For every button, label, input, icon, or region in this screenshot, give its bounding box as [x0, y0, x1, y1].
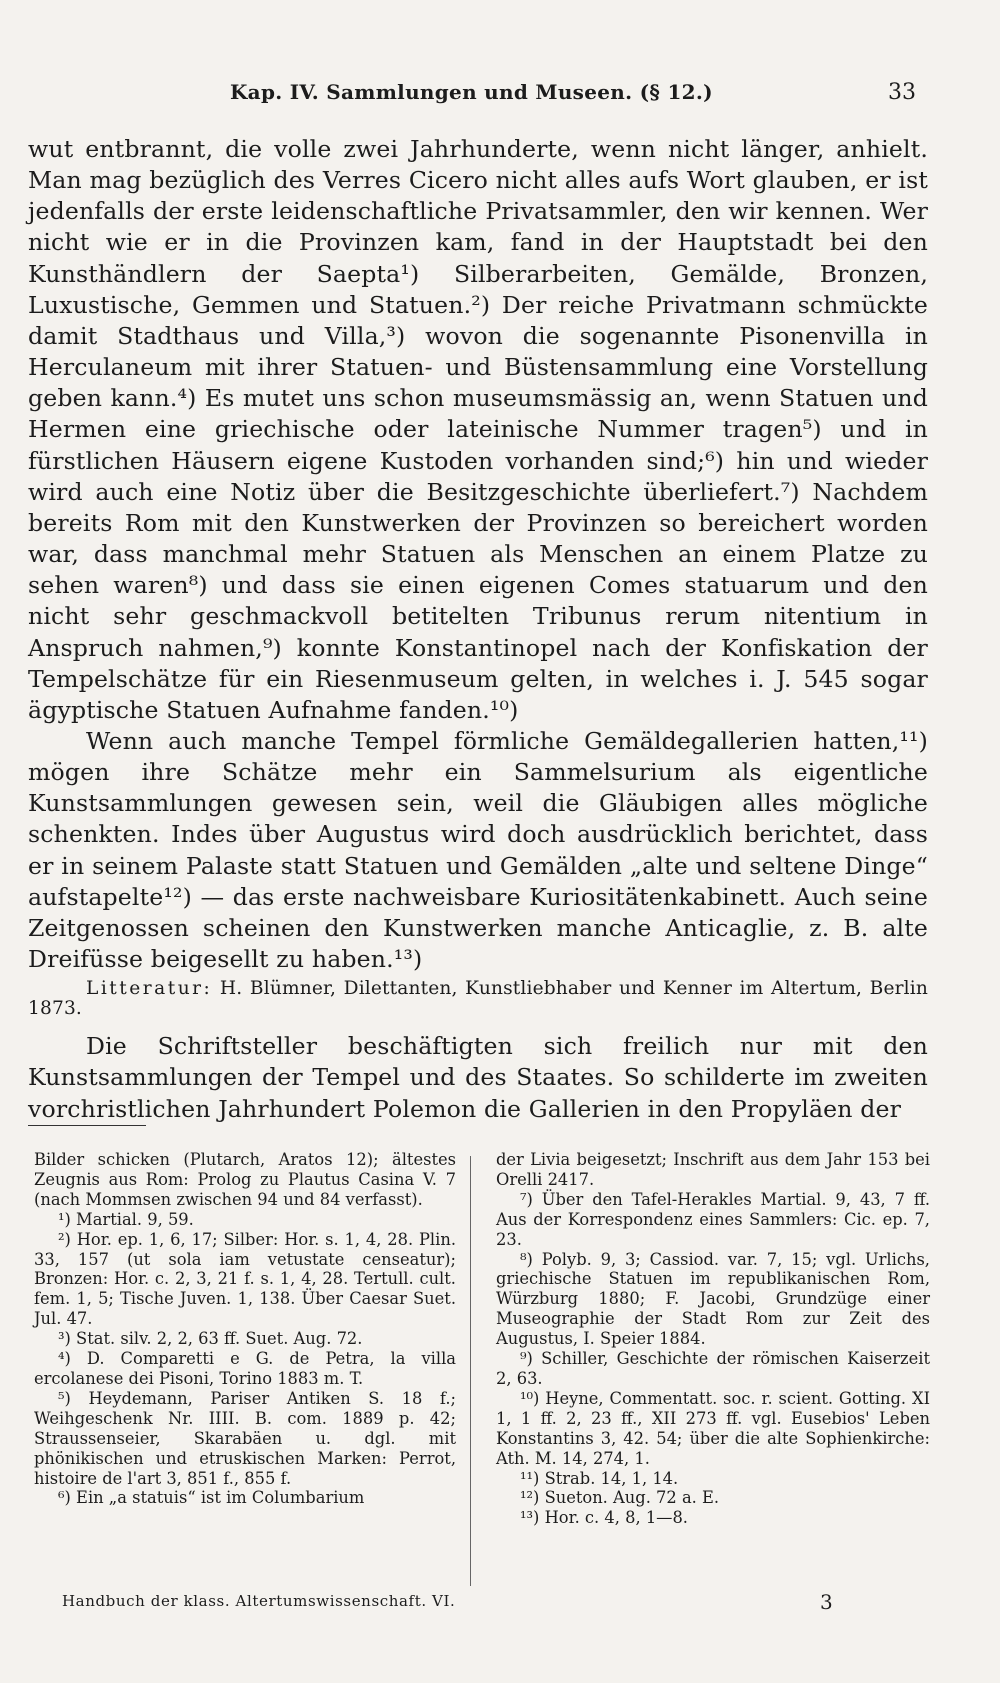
footnote: ¹⁰) Heyne, Commentatt. soc. r. scient. Gotting. XI 1, 1 ff. 2, 23 ff., XII 273 ff. vgl. Eusebios' Leben Konstantins 3, 42. 54; über die alte Sophienkirche: Ath. M. 14, 274, 1. [496, 1388, 930, 1468]
footnotes-left-column [34, 1150, 456, 1508]
paragraph: Wenn auch manche Tempel förmliche Gemäldegallerien hatten,¹¹) mögen ihre Schätze mehr ein Sammelsurium als eigentliche Kunstsammlungen gewesen sein, weil die Gläubigen alles mögliche schenkten. Indes über Augustus wird doch ausdrücklich berichtet, dass er in seinem Palaste statt Statuen und Gemälden „alte und seltene Dinge“ aufstapelte¹²) — das erste nachweisbare Kuriositätenkabinett. Auch seine Zeitgenossen scheinen den Kunstwerken manche Anticaglie, z. B. alte Dreifüsse beigesellt zu haben.¹³) [28, 726, 928, 974]
series-footer: Handbuch der klass. Altertumswissenschaft. VI. [62, 1592, 456, 1610]
literature-note [28, 979, 928, 1019]
footnote: ¹²) Sueton. Aug. 72 a. E. [520, 1488, 720, 1508]
literature-text: H. Blümner, Dilettanten, Kunstliebhaber und Kenner im Altertum, Berlin 1873. [28, 978, 928, 1020]
footnote: der Livia beigesetzt; Inschrift aus dem Jahr 153 bei Orelli 2417. [496, 1150, 930, 1189]
footnote: ²) Hor. ep. 1, 6, 17; Silber: Hor. s. 1, 4, 28. Plin. 33, 157 (ut sola iam vetustate censeatur); Bronzen: Hor. c. 2, 3, 21 f. s. 1, 4, 28. Tertull. cult. fem. 1, 5; Tische Juven. 1, 138. Über Caesar Suet. Jul. 47. [34, 1229, 456, 1329]
paragraph: Die Schriftsteller beschäftigten sich freilich nur mit den Kunstsammlungen der Tempel und des Staates. So schilderte im zweiten vorchristlichen Jahrhundert Polemon die Gallerien in den Propyläen der [28, 1032, 928, 1123]
footnote: ⁷) Über den Tafel-Herakles Martial. 9, 43, 7 ff. Aus der Korrespondenz eines Sammlers: Cic. ep. 7, 23. [496, 1189, 930, 1249]
footnote: Bilder schicken (Plutarch, Aratos 12); ältestes Zeugnis aus Rom: Prolog zu Plautus Casina V. 7 (nach Mommsen zwischen 94 und 84 verfasst). [34, 1150, 456, 1209]
main-text [28, 134, 928, 1125]
literature-lead: Litteratur: [86, 978, 213, 1000]
footnote: ¹) Martial. 9, 59. [58, 1209, 194, 1229]
page-number: 33 [888, 80, 916, 105]
signature-mark: 3 [820, 1590, 833, 1614]
footnote: ¹¹) Strab. 14, 1, 14. [520, 1468, 679, 1488]
footnote: ⁴) D. Comparetti e G. de Petra, la villa ercolanese dei Pisoni, Torino 1883 m. T. [34, 1349, 456, 1388]
footnotes-right-column [496, 1150, 930, 1528]
footnote: ⁹) Schiller, Geschichte der römischen Kaiserzeit 2, 63. [496, 1349, 930, 1388]
footnote: ³) Stat. silv. 2, 2, 63 ff. Suet. Aug. 72. [58, 1329, 363, 1349]
footnote: ⁶) Ein „a statuis“ ist im Columbarium [58, 1488, 365, 1508]
running-head [230, 80, 930, 110]
footnote: ⁸) Polyb. 9, 3; Cassiod. var. 7, 15; vgl. Urlichs, griechische Statuen im republikanischen Rom, Würzburg 1880; F. Jacobi, Grundzüge einer Museographie der Stadt Rom zur Zeit des Augustus, I. Speier 1884. [496, 1249, 930, 1349]
paragraph: wut entbrannt, die volle zwei Jahrhunderte, wenn nicht länger, anhielt. Man mag bezüglich des Verres Cicero nicht alles aufs Wort glauben, er ist jedenfalls der erste leidenschaftliche Privatsammler, den wir kennen. Wer nicht wie er in die Provinzen kam, fand in der Hauptstadt bei den Kunsthändlern der Saepta¹) Silberarbeiten, Gemälde, Bronzen, Luxustische, Gemmen und Statuen.²) Der reiche Privatmann schmückte damit Stadthaus und Villa,³) wovon die sogenannte Pisonenvilla in Herculaneum mit ihrer Statuen- und Büstensammlung eine Vorstellung geben kann.⁴) Es mutet uns schon museumsmässig an, wenn Statuen und Hermen eine griechische oder lateinische Nummer tragen⁵) und in fürstlichen Häusern eigene Kustoden vorhanden sind;⁶) hin und wieder wird auch eine Notiz über die Besitzgeschichte überliefert.⁷) Nachdem bereits Rom mit den Kunstwerken der Provinzen so bereichert worden war, dass manchmal mehr Statuen als Menschen an einem Platze zu sehen waren⁸) und dass sie einen eigenen Comes statuarum und den nicht sehr geschmackvoll betitelten Tribunus rerum nitentium in Anspruch nahmen,⁹) konnte Konstantinopel nach der Konfiskation der Tempelschätze für ein Riesenmuseum gelten, in welches i. J. 545 sogar ägyptische Statuen Aufnahme fanden.¹⁰) [28, 135, 928, 724]
footnote: ¹³) Hor. c. 4, 8, 1—8. [520, 1508, 688, 1528]
chapter-title: Kap. IV. Sammlungen und Museen. (§ 12.) [230, 80, 713, 104]
footnote-separator [28, 1125, 146, 1126]
column-divider [470, 1156, 471, 1586]
footnote: ⁵) Heydemann, Pariser Antiken S. 18 f.; Weihgeschenk Nr. IIII. B. com. 1889 p. 42; Straussenseier, Skarabäen u. dgl. mit phönikischen und etruskischen Marken: Perrot, histoire de l'art 3, 851 f., 855 f. [34, 1388, 456, 1488]
